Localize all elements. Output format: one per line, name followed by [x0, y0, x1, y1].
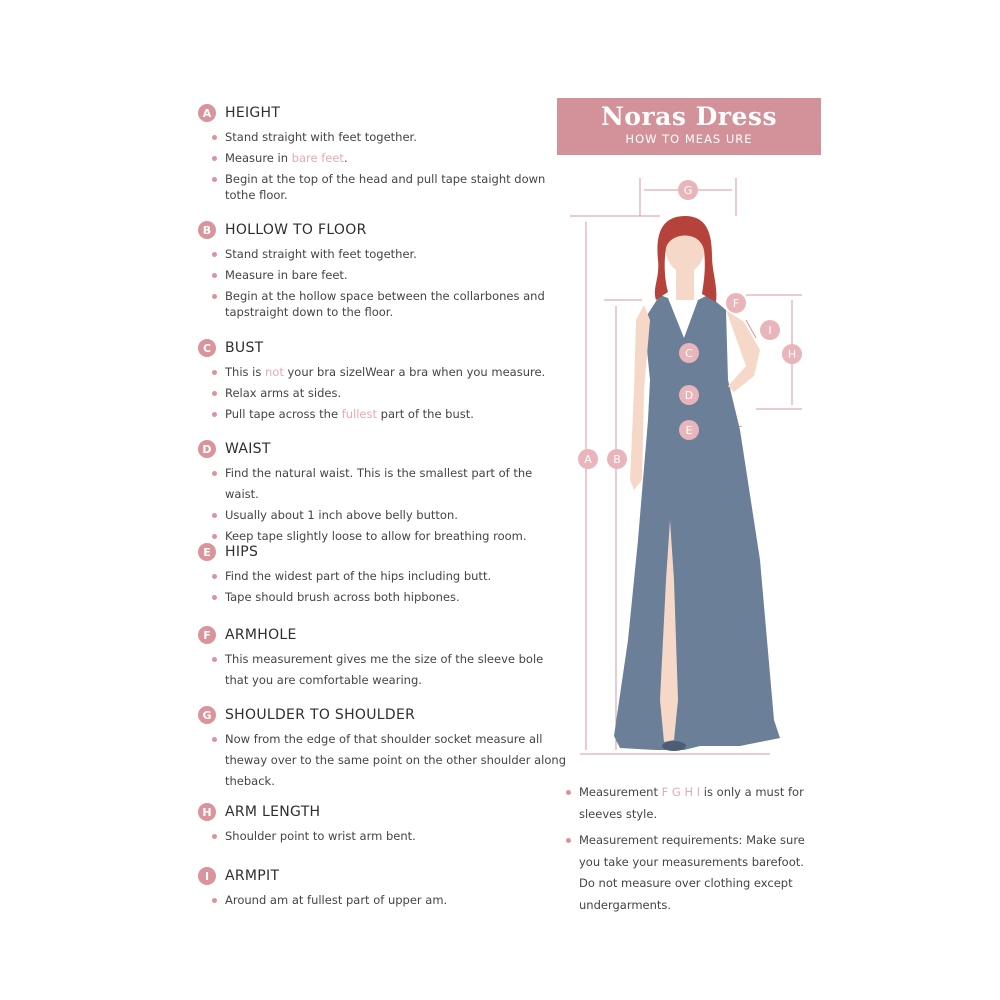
list-item: Measure in bare feet. — [212, 148, 568, 169]
section-armhole — [198, 625, 568, 691]
section-title-armhole: ARMHOLE — [225, 627, 297, 643]
section-title-height: HEIGHT — [225, 105, 281, 121]
badge-g: G — [198, 706, 216, 724]
brand-title: Noras Dress — [600, 102, 778, 131]
section-hips — [198, 542, 568, 608]
list-item: Begin at the hollow space between the collarbones and tapstraight down to the floor. — [212, 288, 568, 320]
section-title-shoulder: SHOULDER TO SHOULDER — [225, 707, 416, 723]
section-title-armpit: ARMPIT — [225, 868, 280, 884]
section-shoulder — [198, 705, 568, 792]
badge-e: E — [198, 543, 216, 561]
fig-label-e: E — [685, 424, 693, 437]
figure-shoes — [662, 741, 686, 751]
brand-header — [557, 98, 821, 155]
section-armpit — [198, 866, 568, 911]
section-arm-length — [198, 802, 568, 847]
list-item: Keep tape slightly loose to allow for breathing room. — [212, 526, 568, 547]
list-item: This is not your bra sizelWear a bra when you measure. — [212, 362, 568, 383]
fig-label-d: D — [684, 389, 694, 402]
list-item: Find the widest part of the hips including butt. — [212, 566, 568, 587]
fig-label-a: A — [584, 453, 592, 466]
fig-label-h: H — [787, 348, 797, 361]
note-requirements: Measurement requirements: Make sure you take your measurements barefoot. Do not measure over clothing except undergarments. — [566, 830, 816, 916]
list-item: Relax arms at sides. — [212, 383, 568, 404]
brand-subtitle: HOW TO MEAS URE — [625, 132, 753, 146]
list-item: Now from the edge of that shoulder socket measure all theway over to the same point on the other shoulder along theback. — [212, 729, 568, 792]
section-title-arm-length: ARM LENGTH — [225, 804, 321, 820]
note-sleeves: Measurement F G H I is only a must for sleeves style. — [566, 782, 816, 825]
list-item: Tape should brush across both hipbones. — [212, 587, 568, 608]
section-bust — [198, 338, 568, 425]
badge-a: A — [198, 104, 216, 122]
section-height — [198, 103, 568, 206]
section-hollow-to-floor — [198, 220, 568, 323]
fig-label-f: F — [732, 297, 740, 310]
badge-i: I — [198, 867, 216, 885]
list-item: This measurement gives me the size of the sleeve bole that you are comfortable wearing. — [212, 649, 568, 691]
list-item: Find the natural waist. This is the smallest part of the waist. — [212, 463, 568, 505]
list-item: Usually about 1 inch above belly button. — [212, 505, 568, 526]
section-title-hollow: HOLLOW TO FLOOR — [225, 222, 367, 238]
list-item: Pull tape across the fullest part of the bust. — [212, 404, 568, 425]
badge-c: C — [198, 339, 216, 357]
badge-b: B — [198, 221, 216, 239]
list-item: Stand straight with feet together. — [212, 244, 568, 265]
badge-h: H — [198, 803, 216, 821]
measurement-notes — [566, 782, 816, 921]
section-waist — [198, 439, 568, 547]
dress-figure-illustration — [560, 160, 820, 760]
list-item: Begin at the top of the head and pull tape staight down tothe floor. — [212, 171, 568, 203]
list-item: Measure in bare feet. — [212, 265, 568, 286]
list-item: Around am at fullest part of upper am. — [212, 890, 568, 911]
fig-label-g: G — [683, 184, 693, 197]
badge-f: F — [198, 626, 216, 644]
section-title-hips: HIPS — [225, 544, 259, 560]
fig-label-c: C — [685, 347, 693, 360]
fig-label-b: B — [613, 453, 621, 466]
fig-label-i: I — [768, 324, 772, 337]
list-item: Stand straight with feet together. — [212, 127, 568, 148]
section-title-bust: BUST — [225, 340, 264, 356]
section-title-waist: WAIST — [225, 441, 271, 457]
list-item: Shoulder point to wrist arm bent. — [212, 826, 568, 847]
badge-d: D — [198, 440, 216, 458]
